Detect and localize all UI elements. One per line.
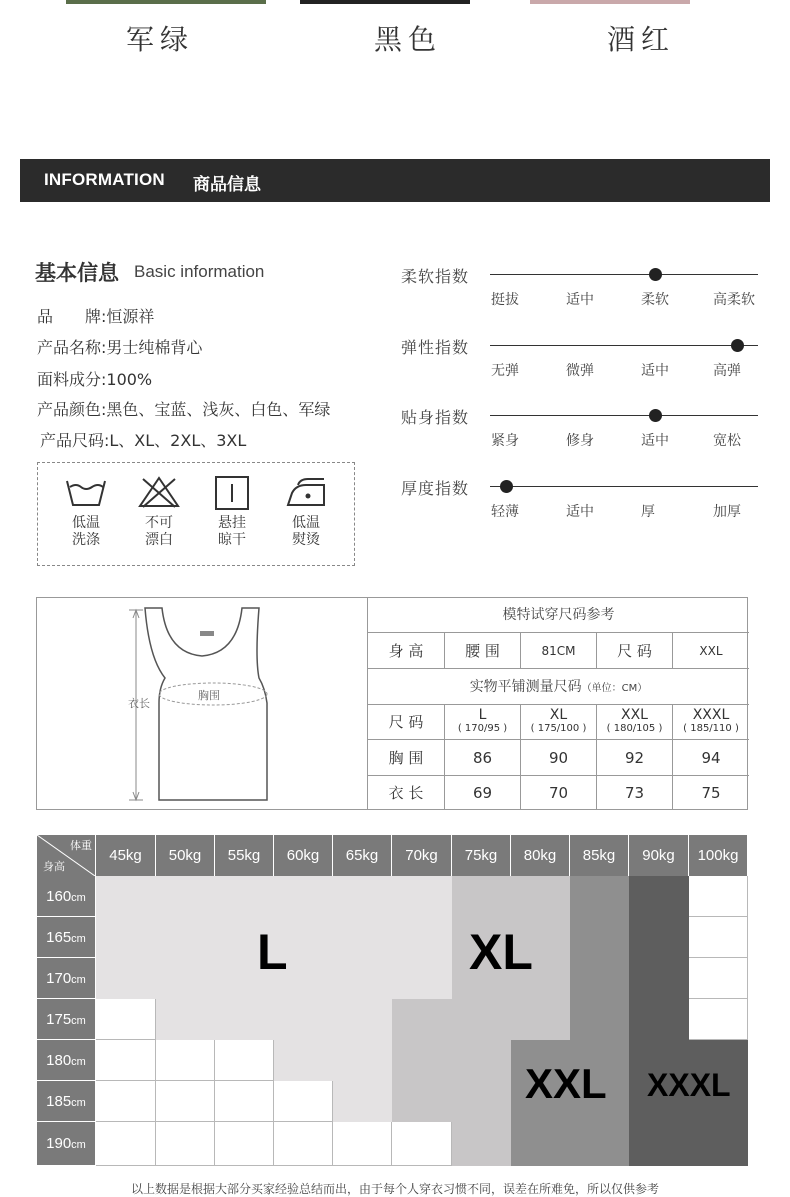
length-value: 69 [444, 775, 520, 810]
info-sizes: 产品尺码:L、XL、2XL、3XL [40, 431, 247, 450]
grid-cell-empty [274, 1122, 333, 1166]
model-table-title: 模特试穿尺码参考 [367, 598, 749, 632]
grid-cell-l [392, 958, 452, 999]
height-value: 160 [46, 888, 72, 905]
index-tick-label: 柔软 [641, 292, 669, 308]
zone-label-xxxl: XXXL [647, 1067, 731, 1103]
index-label-2: 贴身指数 [401, 408, 470, 427]
grid-cell-xl [452, 1040, 511, 1081]
height-unit: cm [71, 974, 86, 986]
flat-title-unit: （单位：CM） [581, 683, 648, 694]
care-wash-line2: 洗涤 [72, 532, 100, 548]
height-unit: cm [71, 1015, 86, 1027]
wash-basin-icon [64, 475, 108, 509]
grid-cell-xxl [570, 999, 629, 1040]
chest-value: 86 [444, 739, 520, 775]
care-item-wash [56, 475, 116, 549]
grid-cell-empty [689, 958, 748, 999]
grid-cell-l [274, 1040, 333, 1081]
index-tick-label: 挺拔 [491, 292, 519, 308]
grid-cell-xl [452, 1081, 511, 1122]
size-recommendation-grid [37, 835, 748, 1166]
grid-cell-l [156, 999, 215, 1040]
index-tick-label: 适中 [641, 363, 669, 379]
grid-cell-xxl [570, 1122, 629, 1166]
grid-cell-xxl [570, 917, 629, 958]
corner-height-label: 身高 [43, 861, 65, 873]
index-tick-label: 适中 [641, 433, 669, 449]
index-track-3 [490, 486, 758, 487]
info-colors: 产品颜色:黑色、宝蓝、浅灰、白色、军绿 [37, 400, 331, 419]
index-marker-1 [731, 339, 744, 352]
grid-cell-xxxl [629, 958, 689, 999]
information-banner [20, 159, 770, 202]
model-size-label: 尺 码 [596, 632, 672, 668]
grid-cell-xl [392, 999, 452, 1040]
grid-cell-l [274, 999, 333, 1040]
index-tick-label: 宽松 [713, 433, 741, 449]
grid-cell-empty [96, 1040, 156, 1081]
chest-value: 92 [596, 739, 672, 775]
grid-cell-empty [689, 999, 748, 1040]
banner-title-en: INFORMATION [44, 170, 165, 189]
grid-cell-empty [689, 876, 748, 917]
grid-corner [37, 835, 96, 876]
banner-title-cn: 商品信息 [193, 175, 261, 195]
model-height-label: 身 高 [367, 632, 444, 668]
size-name: L [478, 707, 487, 723]
index-track-2 [490, 415, 758, 416]
grid-cell-l [96, 917, 156, 958]
height-header [37, 1040, 95, 1081]
zone-label-xxl: XXL [525, 1060, 607, 1107]
height-value: 190 [46, 1135, 72, 1152]
size-name: XXXL [692, 707, 730, 723]
grid-cell-empty [96, 1081, 156, 1122]
height-unit: cm [71, 1139, 86, 1151]
index-tick-label: 加厚 [713, 504, 741, 520]
index-label-0: 柔软指数 [401, 267, 470, 286]
care-iron-line2: 熨烫 [292, 532, 320, 548]
weight-header: 80kg [511, 835, 570, 876]
grid-cell-empty [215, 1122, 274, 1166]
weight-header: 50kg [156, 835, 215, 876]
grid-cell-xxxl [629, 1122, 689, 1166]
height-value: 175 [46, 1011, 72, 1028]
height-value: 170 [46, 970, 72, 987]
flat-title-text: 实物平铺测量尺码 [469, 679, 582, 695]
grid-cell-xl [392, 1081, 452, 1122]
size-header-cell [672, 704, 749, 739]
no-bleach-icon [137, 475, 181, 509]
length-value: 73 [596, 775, 672, 810]
index-tick-label: 适中 [566, 504, 594, 520]
height-value: 180 [46, 1052, 72, 1069]
size-header-cell [596, 704, 672, 739]
size-name: XXL [621, 707, 648, 723]
grid-cell-empty [156, 1081, 215, 1122]
grid-cell-empty [96, 999, 156, 1040]
index-tick-label: 适中 [566, 292, 594, 308]
chest-value: 90 [520, 739, 596, 775]
grid-cell-xl [511, 999, 570, 1040]
grid-cell-l [333, 999, 392, 1040]
height-unit: cm [71, 892, 86, 904]
grid-cell-l [274, 876, 333, 917]
care-item-bleach [129, 475, 189, 549]
weight-header: 65kg [333, 835, 392, 876]
grid-cell-xxl [570, 958, 629, 999]
grid-cell-l [156, 876, 215, 917]
grid-cell-xl [452, 876, 511, 917]
weight-header: 60kg [274, 835, 333, 876]
grid-cell-empty [333, 1122, 392, 1166]
grid-cell-empty [215, 1040, 274, 1081]
grid-cell-empty [274, 1081, 333, 1122]
grid-cell-xxxl [629, 917, 689, 958]
height-header [37, 876, 95, 917]
grid-cell-xxl [570, 876, 629, 917]
care-bleach-line2: 漂白 [145, 532, 173, 548]
grid-cell-l [333, 958, 392, 999]
chest-row-label: 胸 围 [367, 739, 444, 775]
index-track-1 [490, 345, 758, 346]
grid-cell-l [333, 876, 392, 917]
grid-cell-l [333, 1040, 392, 1081]
size-header-cell [520, 704, 596, 739]
weight-header: 100kg [689, 835, 748, 876]
height-header [37, 917, 95, 958]
care-item-iron [276, 475, 336, 549]
model-waist-label: 腰 围 [444, 632, 520, 668]
chest-value: 94 [672, 739, 749, 775]
footnote: 以上数据是根据大部分买家经验总结而出，由于每个人穿衣习惯不同，误差在所难免，所以仅供参考 [130, 1182, 659, 1196]
size-sub: ( 180/105 ) [606, 723, 663, 734]
flat-table-title [367, 668, 749, 704]
index-tick-label: 修身 [566, 433, 594, 449]
grid-cell-xl [452, 999, 511, 1040]
color-label-army-green: 军绿 [126, 23, 195, 56]
height-unit: cm [71, 933, 86, 945]
model-size-value: XXL [672, 632, 749, 668]
tank-top-diagram [37, 598, 367, 810]
height-header [37, 1081, 95, 1122]
zone-label-xl: XL [469, 924, 533, 980]
grid-cell-l [156, 917, 215, 958]
color-swatch-army-green [66, 0, 266, 4]
grid-cell-l [215, 876, 274, 917]
grid-cell-empty [156, 1122, 215, 1166]
weight-header: 75kg [452, 835, 511, 876]
index-tick-label: 高柔软 [713, 292, 755, 308]
color-swatch-wine [530, 0, 690, 4]
grid-cell-l [333, 917, 392, 958]
grid-cell-xl [511, 876, 570, 917]
size-name: XL [549, 707, 568, 723]
diagram-length-label: 衣长 [128, 697, 150, 710]
length-row-label: 衣 长 [367, 775, 444, 810]
color-label-wine: 酒红 [607, 23, 676, 56]
corner-weight-label: 体重 [70, 840, 92, 852]
weight-header: 45kg [96, 835, 156, 876]
index-tick-label: 高弹 [713, 363, 741, 379]
care-hang-line2: 晾干 [218, 532, 246, 548]
size-sub: ( 175/100 ) [530, 723, 587, 734]
grid-cell-empty [689, 917, 748, 958]
grid-cell-xxxl [629, 876, 689, 917]
grid-cell-empty [215, 1081, 274, 1122]
height-header [37, 1122, 95, 1166]
color-label-black: 黑色 [374, 23, 443, 56]
hang-dry-icon [210, 475, 254, 511]
color-swatch-black [300, 0, 470, 4]
model-waist-value: 81CM [520, 632, 596, 668]
height-unit: cm [71, 1097, 86, 1109]
grid-cell-xxxl [689, 1122, 748, 1166]
index-tick-label: 微弹 [566, 363, 594, 379]
height-value: 185 [46, 1093, 72, 1110]
length-value: 70 [520, 775, 596, 810]
height-header [37, 999, 95, 1040]
grid-cell-empty [96, 1122, 156, 1166]
iron-icon [284, 475, 328, 509]
grid-cell-l [96, 876, 156, 917]
index-label-1: 弹性指数 [401, 338, 470, 357]
index-marker-3 [500, 480, 513, 493]
weight-header: 55kg [215, 835, 274, 876]
size-sub: ( 170/95 ) [457, 723, 508, 734]
grid-cell-xl [452, 1122, 511, 1166]
grid-cell-xxxl [629, 999, 689, 1040]
care-instructions-box [37, 462, 355, 566]
grid-cell-l [215, 999, 274, 1040]
basic-info-subtitle: Basic information [134, 262, 265, 281]
length-value: 75 [672, 775, 749, 810]
info-brand: 品 牌:恒源祥 [37, 307, 155, 326]
size-header-cell [444, 704, 520, 739]
grid-cell-l [156, 958, 215, 999]
grid-cell-l [96, 958, 156, 999]
info-fabric: 面料成分:100% [37, 370, 153, 389]
diagram-chest-label: 胸围 [198, 689, 220, 702]
weight-header: 85kg [570, 835, 629, 876]
grid-cell-xxl [511, 1122, 570, 1166]
size-reference-box [36, 597, 748, 810]
index-tick-label: 紧身 [491, 433, 519, 449]
grid-cell-l [392, 917, 452, 958]
index-marker-2 [649, 409, 662, 422]
index-tick-label: 轻薄 [491, 504, 519, 520]
index-marker-0 [649, 268, 662, 281]
grid-cell-xl [392, 1040, 452, 1081]
grid-cell-empty [156, 1040, 215, 1081]
care-wash-line1: 低温 [72, 515, 100, 531]
weight-header: 70kg [392, 835, 452, 876]
size-row-label: 尺 码 [367, 704, 444, 739]
info-product-name: 产品名称:男士纯棉背心 [37, 338, 203, 357]
grid-cell-empty [392, 1122, 452, 1166]
zone-label-l: L [257, 924, 288, 980]
grid-cell-l [392, 876, 452, 917]
index-tick-label: 无弹 [491, 363, 519, 379]
height-unit: cm [71, 1056, 86, 1068]
basic-info-title: 基本信息 [35, 261, 119, 285]
care-iron-line1: 低温 [292, 515, 320, 531]
size-sub: ( 185/110 ) [683, 723, 739, 734]
care-hang-line1: 悬挂 [218, 515, 246, 531]
care-item-hang [202, 475, 262, 549]
grid-cell-l [333, 1081, 392, 1122]
index-label-3: 厚度指数 [401, 479, 470, 498]
index-track-0 [490, 274, 758, 275]
index-tick-label: 厚 [641, 504, 655, 520]
weight-header: 90kg [629, 835, 689, 876]
care-bleach-line1: 不可 [145, 515, 173, 531]
height-value: 165 [46, 929, 72, 946]
height-header [37, 958, 95, 999]
